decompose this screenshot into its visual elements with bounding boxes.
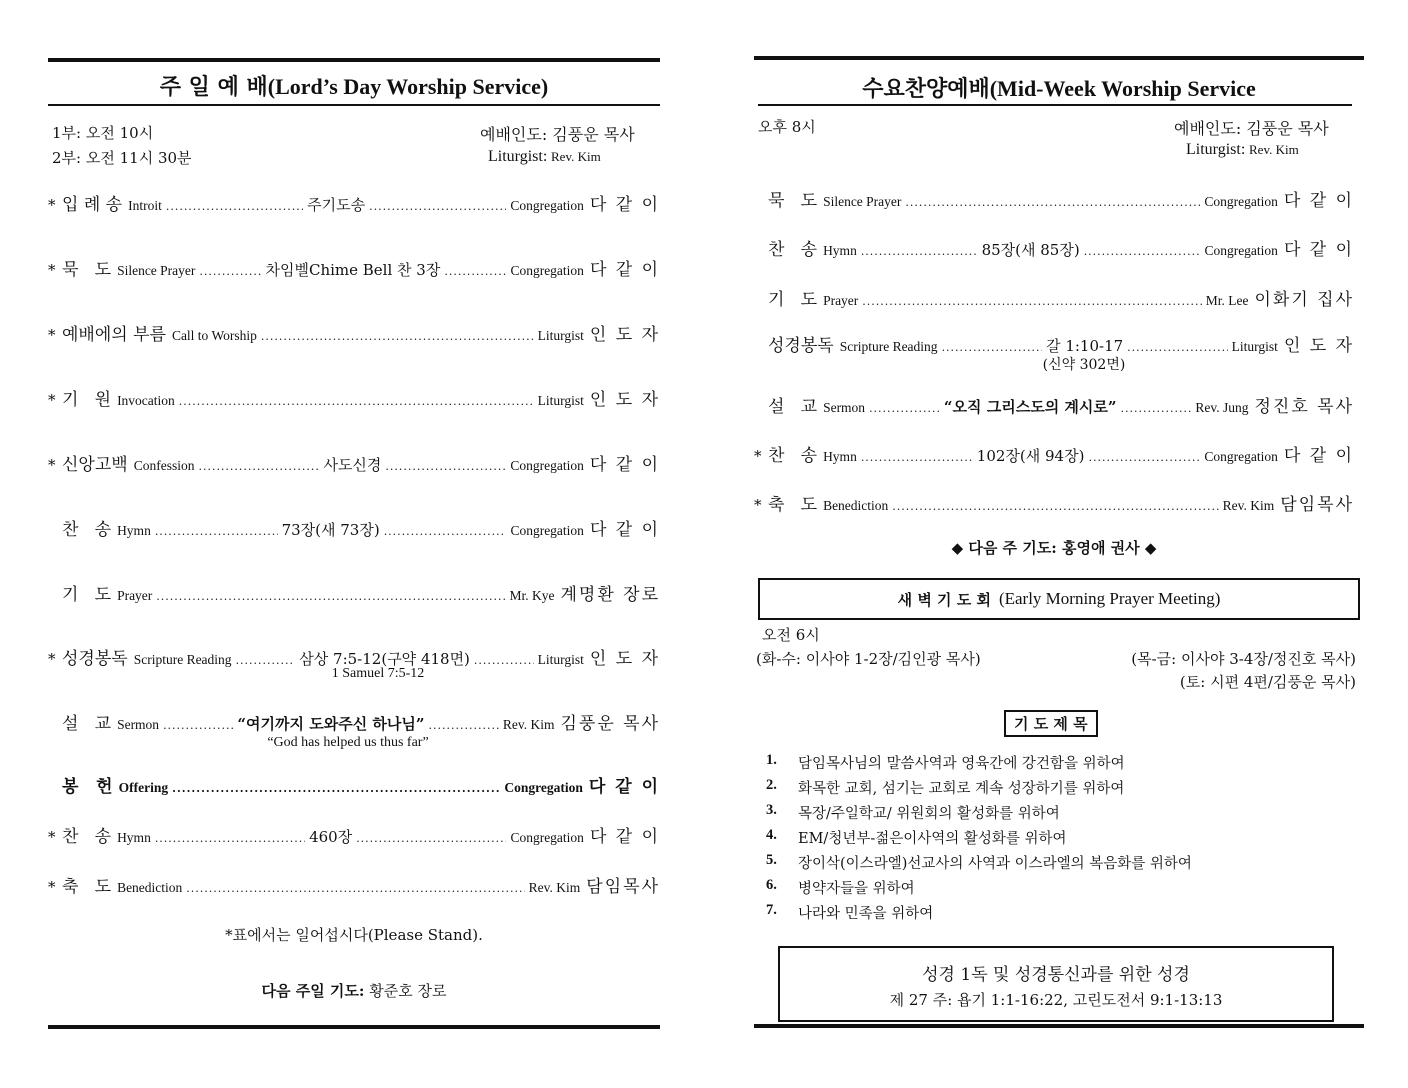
order-item	[48, 772, 660, 798]
item-leader-english: Congregation	[1204, 449, 1278, 464]
item-title-korean: 묵 도	[768, 191, 818, 211]
item-detail: 73장(새 73장)	[281, 521, 380, 539]
item-leader-english: Rev. Jung	[1195, 400, 1249, 415]
prayer-topic-text: 장이삭(이스라엘)선교사의 사역과 이스라엘의 복음화를 위하여	[798, 856, 1192, 872]
item-title-korean: 찬 송	[768, 240, 818, 260]
prayer-topic-number: 1.	[766, 752, 777, 768]
scripture-subtitle: 1 Samuel 7:5-12	[331, 666, 425, 681]
leader-dots	[385, 460, 506, 473]
prayer-topic-number: 5.	[766, 852, 777, 868]
leader-dots	[861, 245, 978, 258]
prayer-topic-text: 목장/주일학교/ 위원회의 활성화를 위하여	[798, 806, 1060, 822]
stand-marker: *	[48, 456, 56, 474]
item-title-english: Sermon	[117, 717, 160, 732]
item-title-english: Silence Prayer	[823, 194, 902, 209]
order-of-worship	[754, 0, 1354, 520]
prayer-topic	[766, 802, 1356, 827]
leader-dots	[369, 200, 506, 213]
stand-marker: *	[754, 496, 762, 514]
prayer-topic	[766, 827, 1356, 852]
prayer-topic-text: 화목한 교회, 섬기는 교회로 계속 성장하기를 위하여	[798, 781, 1125, 797]
item-title-korean: 묵 도	[62, 260, 112, 280]
leader-dots	[474, 654, 534, 667]
title-english: (Mid-Week Worship Service	[989, 76, 1256, 101]
early-schedule-left: (화-수: 이사야 1-2장/김인광 목사)	[756, 650, 981, 668]
leader-dots	[172, 782, 500, 795]
leader-dots	[163, 719, 233, 732]
item-leader-korean: 담임목사	[1280, 495, 1354, 515]
stand-note: *표에서는 일어섭시다(Please Stand).	[225, 926, 483, 944]
item-title-english: Hymn	[823, 449, 857, 464]
order-item	[48, 709, 660, 735]
item-title-korean: 예배에의 부름	[62, 325, 166, 345]
leader-dots	[198, 460, 319, 473]
leader-dots	[186, 882, 524, 895]
prayer-topic-number: 3.	[766, 802, 777, 818]
item-leader-korean: 다 같 이	[588, 777, 660, 797]
leader-dots	[429, 719, 499, 732]
prayer-topic-number: 7.	[766, 902, 777, 918]
prayer-topic-text: 담임목사님의 말씀사역과 영육간에 강건함을 위하여	[798, 756, 1125, 772]
service-time-2: 2부: 오전 11시 30분	[52, 149, 192, 167]
item-title-english: Scripture Reading	[133, 652, 232, 667]
liturgist-label: Liturgist:	[1186, 141, 1246, 158]
item-title-korean: 기 도	[62, 585, 112, 605]
title-korean: 주 일 예 배	[159, 74, 268, 100]
item-leader-english: Congregation	[510, 523, 584, 538]
item-title-korean: 설 교	[768, 397, 818, 417]
item-leader-english: Rev. Kim	[502, 717, 555, 732]
stand-marker: *	[754, 447, 762, 465]
early-title-english: (Early Morning Prayer Meeting)	[998, 589, 1221, 608]
item-leader-korean: 김풍운 목사	[560, 714, 661, 734]
item-title-english: Sermon	[823, 400, 866, 415]
item-leader-english: Congregation	[1204, 194, 1278, 209]
item-detail: “오직 그리스도의 계시로”	[943, 398, 1117, 416]
prayer-topics-title: 기 도 제 목	[1004, 710, 1098, 737]
prayer-topic-number: 6.	[766, 877, 777, 893]
item-leader-korean: 정진호 목사	[1254, 397, 1354, 417]
bottom-rule	[754, 1024, 1364, 1028]
item-title-korean: 기 도	[768, 290, 818, 310]
item-leader-english: Liturgist	[537, 652, 584, 667]
item-detail: 차임벨Chime Bell 찬 3장	[265, 261, 441, 279]
item-title-korean: 입 례 송	[62, 195, 123, 215]
leader-dots	[942, 341, 1043, 354]
item-title-english: Hymn	[823, 243, 857, 258]
leader-dots	[869, 402, 940, 415]
item-leader-english: Congregation	[510, 198, 584, 213]
item-title-english: Prayer	[117, 588, 153, 603]
bible-reading-week: 제 27 주: 욥기 1:1-16:22, 고린도전서 9:1-13:13	[889, 991, 1223, 1009]
item-leader-english: Congregation	[510, 830, 584, 845]
order-item	[754, 441, 1354, 467]
item-title-korean: 성경봉독	[62, 649, 128, 669]
item-leader-english: Mr. Lee	[1205, 293, 1249, 308]
item-leader-korean: 인 도 자	[1283, 336, 1355, 356]
item-leader-english: Congregation	[510, 263, 584, 278]
item-leader-korean: 다 같 이	[589, 520, 661, 540]
stand-marker: *	[48, 391, 56, 409]
leader-dots	[156, 590, 505, 603]
item-leader-korean: 인 도 자	[589, 649, 660, 669]
next-week-prayer: ◆ 다음 주 기도: 홍영애 권사 ◆	[951, 539, 1157, 557]
scripture-subtitle: (신약 302면)	[1042, 357, 1126, 373]
prayer-topic-text: 병약자들을 위하여	[798, 881, 915, 897]
prayer-topic	[766, 877, 1356, 902]
item-detail: 주기도송	[307, 196, 366, 214]
item-detail: “여기까지 도와주신 하나님”	[237, 715, 425, 733]
item-detail: 사도신경	[323, 456, 382, 474]
order-item	[754, 186, 1354, 212]
leader-dots	[155, 525, 278, 538]
early-time: 오전 6시	[762, 626, 820, 644]
item-title-korean: 찬 송	[62, 520, 112, 540]
item-title-korean: 찬 송	[768, 446, 818, 466]
item-leader-english: Congregation	[1204, 243, 1278, 258]
item-leader-korean: 다 같 이	[1283, 446, 1354, 466]
order-item	[48, 515, 660, 541]
order-item	[754, 235, 1354, 261]
leader-dots	[1127, 341, 1228, 354]
order-item	[754, 490, 1354, 516]
prayer-topic	[766, 777, 1356, 802]
early-prayer-header	[758, 578, 1360, 620]
item-title-korean: 축 도	[768, 495, 818, 515]
leader-dots	[356, 832, 506, 845]
item-leader-korean: 담임목사	[586, 877, 660, 897]
leader-dots	[444, 265, 506, 278]
item-title-english: Invocation	[117, 393, 175, 408]
item-title-korean: 설 교	[62, 714, 112, 734]
stand-marker: *	[48, 326, 56, 344]
leader-dots	[892, 500, 1218, 513]
item-title-english: Prayer	[823, 293, 859, 308]
bible-reading-box	[778, 946, 1334, 1022]
next-prayer-name: 황준호 장로	[369, 982, 447, 1000]
item-leader-english: Congregation	[510, 458, 584, 473]
leader-dots	[199, 265, 261, 278]
early-schedule-right-2: (토: 시편 4편/김풍운 목사)	[1179, 673, 1356, 691]
item-leader-korean: 다 같 이	[1283, 191, 1354, 211]
title-korean: 수요찬양예배	[862, 76, 990, 102]
item-detail: 102장(새 94장)	[976, 447, 1085, 465]
item-leader-korean: 인 도 자	[589, 325, 660, 345]
stand-marker: *	[48, 828, 56, 846]
item-title-english: Benediction	[823, 498, 889, 513]
item-leader-korean: 이화기 집사	[1254, 290, 1354, 310]
order-item	[754, 285, 1354, 311]
item-title-english: Offering	[118, 780, 169, 795]
order-item	[48, 190, 660, 216]
prayer-topic-text: EM/청년부-젊은이사역의 활성화를 위하여	[798, 831, 1067, 847]
bottom-rule	[48, 1025, 660, 1029]
prayer-topic-number: 4.	[766, 827, 777, 843]
item-detail: 85장(새 85장)	[981, 241, 1080, 259]
stand-marker: *	[48, 196, 56, 214]
worship-leader: 예배인도: 김풍운 목사	[480, 125, 635, 144]
service-time-1: 1부: 오전 10시	[52, 124, 154, 142]
leader-dots	[166, 200, 303, 213]
item-title-korean: 성경봉독	[768, 336, 834, 356]
item-leader-korean: 다 같 이	[589, 195, 660, 215]
liturgist-name: Rev. Kim	[551, 149, 601, 164]
item-leader-korean: 인 도 자	[589, 390, 660, 410]
title-english: (Lord’s Day Worship Service)	[267, 74, 549, 99]
item-title-english: Call to Worship	[171, 328, 257, 343]
prayer-topic	[766, 752, 1356, 777]
prayer-topic	[766, 852, 1356, 877]
order-item	[48, 822, 660, 848]
item-leader-english: Rev. Kim	[1222, 498, 1275, 513]
leader-dots	[861, 451, 973, 464]
item-title-english: Confession	[133, 458, 195, 473]
item-title-english: Silence Prayer	[117, 263, 196, 278]
item-leader-english: Liturgist	[1231, 339, 1278, 354]
item-title-english: Introit	[128, 198, 162, 213]
leader-dots	[1121, 402, 1192, 415]
order-item	[48, 580, 660, 606]
sermon-subtitle: “God has helped us thus far”	[267, 735, 429, 750]
stand-marker: *	[48, 261, 56, 279]
prayer-topic-text: 나라와 민족을 위하여	[798, 906, 934, 922]
order-item	[48, 255, 660, 281]
early-schedule-right-1: (목-금: 이사야 3-4장/정진호 목사)	[1131, 650, 1356, 668]
early-title-korean: 새 벽 기 도 회	[897, 590, 991, 609]
leader-dots	[155, 832, 305, 845]
item-title-english: Scripture Reading	[839, 339, 938, 354]
leader-dots	[1084, 245, 1201, 258]
item-leader-english: Mr. Kye	[509, 588, 555, 603]
item-title-korean: 봉 헌	[62, 777, 113, 797]
next-prayer-label: 다음 주일 기도:	[261, 982, 365, 1000]
prayer-topic	[766, 902, 1356, 927]
item-title-english: Benediction	[117, 880, 183, 895]
item-leader-korean: 다 같 이	[589, 827, 661, 847]
service-time: 오후 8시	[758, 118, 816, 136]
leader-dots	[261, 330, 534, 343]
item-detail: 460장	[309, 828, 353, 846]
liturgist-name: Rev. Kim	[1249, 142, 1299, 157]
item-title-korean: 신앙고백	[62, 455, 128, 475]
bible-reading-title: 성경 1독 및 성경통신과를 위한 성경	[922, 965, 1190, 985]
prayer-topic-number: 2.	[766, 777, 777, 793]
liturgist-label: Liturgist:	[488, 148, 548, 165]
item-leader-korean: 계명환 장로	[560, 585, 660, 605]
sunday-service-page	[48, 0, 660, 1088]
worship-leader: 예배인도: 김풍운 목사	[1174, 119, 1329, 138]
leader-dots	[384, 525, 507, 538]
item-title-korean: 축 도	[62, 877, 112, 897]
item-leader-english: Liturgist	[537, 393, 584, 408]
item-title-english: Hymn	[117, 523, 151, 538]
item-leader-korean: 다 같 이	[589, 455, 660, 475]
order-of-worship	[48, 0, 660, 900]
leader-dots	[905, 196, 1200, 209]
next-week-prayer	[48, 980, 660, 1001]
order-item	[48, 872, 660, 898]
prayer-topics-list	[766, 752, 1356, 927]
order-item	[754, 392, 1354, 418]
item-leader-english: Rev. Kim	[528, 880, 581, 895]
item-title-korean: 찬 송	[62, 827, 112, 847]
order-item	[48, 450, 660, 476]
item-leader-english: Congregation	[504, 780, 583, 795]
item-detail: 갈 1:10-17	[1046, 337, 1124, 355]
leader-dots	[1088, 451, 1200, 464]
item-title-english: Hymn	[117, 830, 151, 845]
item-title-korean: 기 원	[62, 390, 112, 410]
item-leader-english: Liturgist	[537, 328, 584, 343]
order-item	[48, 385, 660, 411]
item-leader-korean: 다 같 이	[589, 260, 661, 280]
order-item	[48, 320, 660, 346]
stand-marker: *	[48, 878, 56, 896]
leader-dots	[179, 395, 534, 408]
leader-dots	[862, 295, 1201, 308]
stand-marker: *	[48, 650, 56, 668]
item-detail: 삼상 7:5-12(구약 418면)	[299, 650, 470, 668]
midweek-service-page	[754, 0, 1364, 1088]
item-leader-korean: 다 같 이	[1283, 240, 1355, 260]
